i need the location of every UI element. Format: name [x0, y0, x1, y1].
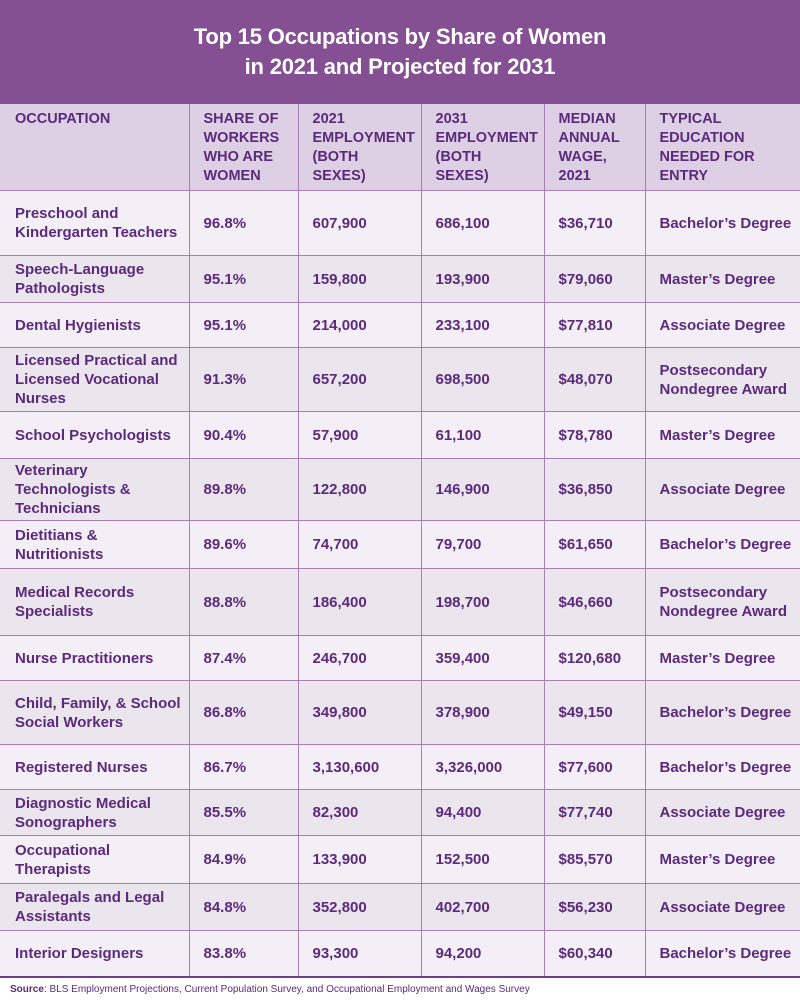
cell-median-wage: $77,810	[544, 303, 645, 348]
title-banner	[0, 0, 800, 104]
cell-median-wage: $85,570	[544, 836, 645, 884]
cell-share-women: 96.8%	[189, 191, 298, 256]
cell-education: Bachelor’s Degree	[645, 931, 800, 977]
cell-share-women: 84.9%	[189, 836, 298, 884]
cell-employment-2021: 246,700	[298, 636, 421, 681]
cell-share-women: 86.8%	[189, 681, 298, 745]
occupations-table	[0, 104, 800, 978]
cell-education: Master’s Degree	[645, 636, 800, 681]
cell-education: Associate Degree	[645, 790, 800, 836]
header-occupation: OCCUPATION	[0, 104, 189, 191]
cell-employment-2031: 146,900	[421, 459, 544, 521]
cell-occupation: Interior Designers	[0, 931, 189, 977]
table-row	[0, 931, 800, 977]
cell-median-wage: $36,710	[544, 191, 645, 256]
title-line-2: in 2021 and Projected for 2031	[244, 54, 556, 79]
header-employment-2021: 2021 EMPLOYMENT (BOTH SEXES)	[298, 104, 421, 191]
cell-employment-2031: 79,700	[421, 521, 544, 569]
cell-median-wage: $60,340	[544, 931, 645, 977]
table-row	[0, 191, 800, 256]
table-row	[0, 256, 800, 303]
table-row	[0, 745, 800, 790]
cell-median-wage: $79,060	[544, 256, 645, 303]
cell-median-wage: $61,650	[544, 521, 645, 569]
cell-education: Bachelor’s Degree	[645, 681, 800, 745]
table-row	[0, 681, 800, 745]
cell-education: Bachelor’s Degree	[645, 745, 800, 790]
table-row	[0, 836, 800, 884]
cell-education: Associate Degree	[645, 303, 800, 348]
cell-employment-2021: 657,200	[298, 348, 421, 412]
cell-employment-2031: 3,326,000	[421, 745, 544, 790]
cell-share-women: 95.1%	[189, 256, 298, 303]
cell-employment-2031: 94,200	[421, 931, 544, 977]
cell-employment-2021: 122,800	[298, 459, 421, 521]
cell-occupation: Medical Records Specialists	[0, 569, 189, 636]
cell-occupation: Licensed Practical and Licensed Vocational Nurses	[0, 348, 189, 412]
cell-employment-2031: 233,100	[421, 303, 544, 348]
cell-education: Master’s Degree	[645, 256, 800, 303]
cell-occupation: Veterinary Technologists & Technicians	[0, 459, 189, 521]
cell-education: Associate Degree	[645, 884, 800, 931]
cell-employment-2021: 607,900	[298, 191, 421, 256]
cell-employment-2021: 3,130,600	[298, 745, 421, 790]
cell-employment-2031: 378,900	[421, 681, 544, 745]
cell-employment-2021: 93,300	[298, 931, 421, 977]
source-note	[0, 978, 800, 996]
cell-employment-2031: 198,700	[421, 569, 544, 636]
table-row	[0, 303, 800, 348]
cell-education: Bachelor’s Degree	[645, 521, 800, 569]
cell-share-women: 95.1%	[189, 303, 298, 348]
cell-share-women: 85.5%	[189, 790, 298, 836]
cell-employment-2021: 186,400	[298, 569, 421, 636]
cell-employment-2031: 193,900	[421, 256, 544, 303]
cell-employment-2031: 698,500	[421, 348, 544, 412]
source-text: : BLS Employment Projections, Current Population Survey, and Occupational Employment and Wages Survey	[43, 983, 530, 995]
cell-employment-2031: 94,400	[421, 790, 544, 836]
table-row	[0, 412, 800, 459]
cell-share-women: 84.8%	[189, 884, 298, 931]
table-row	[0, 569, 800, 636]
table-row	[0, 348, 800, 412]
cell-education: Postsecondary Nondegree Award	[645, 569, 800, 636]
cell-education: Master’s Degree	[645, 836, 800, 884]
table-header-row	[0, 104, 800, 191]
cell-employment-2031: 61,100	[421, 412, 544, 459]
table-row	[0, 884, 800, 931]
cell-share-women: 86.7%	[189, 745, 298, 790]
header-employment-2031: 2031 EMPLOYMENT (BOTH SEXES)	[421, 104, 544, 191]
cell-occupation: Child, Family, & School Social Workers	[0, 681, 189, 745]
header-median-wage: MEDIAN ANNUAL WAGE, 2021	[544, 104, 645, 191]
cell-share-women: 88.8%	[189, 569, 298, 636]
cell-employment-2021: 133,900	[298, 836, 421, 884]
cell-share-women: 91.3%	[189, 348, 298, 412]
cell-employment-2031: 402,700	[421, 884, 544, 931]
cell-employment-2021: 57,900	[298, 412, 421, 459]
cell-education: Postsecondary Nondegree Award	[645, 348, 800, 412]
table-row	[0, 521, 800, 569]
cell-employment-2021: 352,800	[298, 884, 421, 931]
header-education: TYPICAL EDUCATION NEEDED FOR ENTRY	[645, 104, 800, 191]
cell-employment-2021: 82,300	[298, 790, 421, 836]
cell-occupation: School Psychologists	[0, 412, 189, 459]
cell-occupation: Nurse Practitioners	[0, 636, 189, 681]
source-label: Source	[10, 983, 44, 995]
cell-employment-2031: 686,100	[421, 191, 544, 256]
table-row	[0, 636, 800, 681]
cell-employment-2021: 159,800	[298, 256, 421, 303]
cell-employment-2031: 152,500	[421, 836, 544, 884]
cell-occupation: Dental Hygienists	[0, 303, 189, 348]
cell-median-wage: $77,600	[544, 745, 645, 790]
cell-occupation: Registered Nurses	[0, 745, 189, 790]
cell-share-women: 89.8%	[189, 459, 298, 521]
cell-median-wage: $49,150	[544, 681, 645, 745]
header-share-women: SHARE OF WORKERS WHO ARE WOMEN	[189, 104, 298, 191]
cell-education: Master’s Degree	[645, 412, 800, 459]
cell-median-wage: $46,660	[544, 569, 645, 636]
cell-employment-2031: 359,400	[421, 636, 544, 681]
cell-education: Associate Degree	[645, 459, 800, 521]
cell-median-wage: $36,850	[544, 459, 645, 521]
cell-median-wage: $48,070	[544, 348, 645, 412]
cell-share-women: 87.4%	[189, 636, 298, 681]
cell-occupation: Speech-Language Pathologists	[0, 256, 189, 303]
cell-employment-2021: 74,700	[298, 521, 421, 569]
cell-share-women: 90.4%	[189, 412, 298, 459]
cell-median-wage: $56,230	[544, 884, 645, 931]
cell-occupation: Diagnostic Medical Sonographers	[0, 790, 189, 836]
cell-education: Bachelor’s Degree	[645, 191, 800, 256]
cell-occupation: Occupational Therapists	[0, 836, 189, 884]
table-row	[0, 790, 800, 836]
cell-occupation: Paralegals and Legal Assistants	[0, 884, 189, 931]
cell-employment-2021: 349,800	[298, 681, 421, 745]
cell-share-women: 83.8%	[189, 931, 298, 977]
title-line-1: Top 15 Occupations by Share of Women	[193, 24, 607, 49]
cell-occupation: Dietitians & Nutritionists	[0, 521, 189, 569]
cell-median-wage: $78,780	[544, 412, 645, 459]
cell-share-women: 89.6%	[189, 521, 298, 569]
cell-employment-2021: 214,000	[298, 303, 421, 348]
cell-median-wage: $120,680	[544, 636, 645, 681]
table-row	[0, 459, 800, 521]
cell-occupation: Preschool and Kindergarten Teachers	[0, 191, 189, 256]
cell-median-wage: $77,740	[544, 790, 645, 836]
